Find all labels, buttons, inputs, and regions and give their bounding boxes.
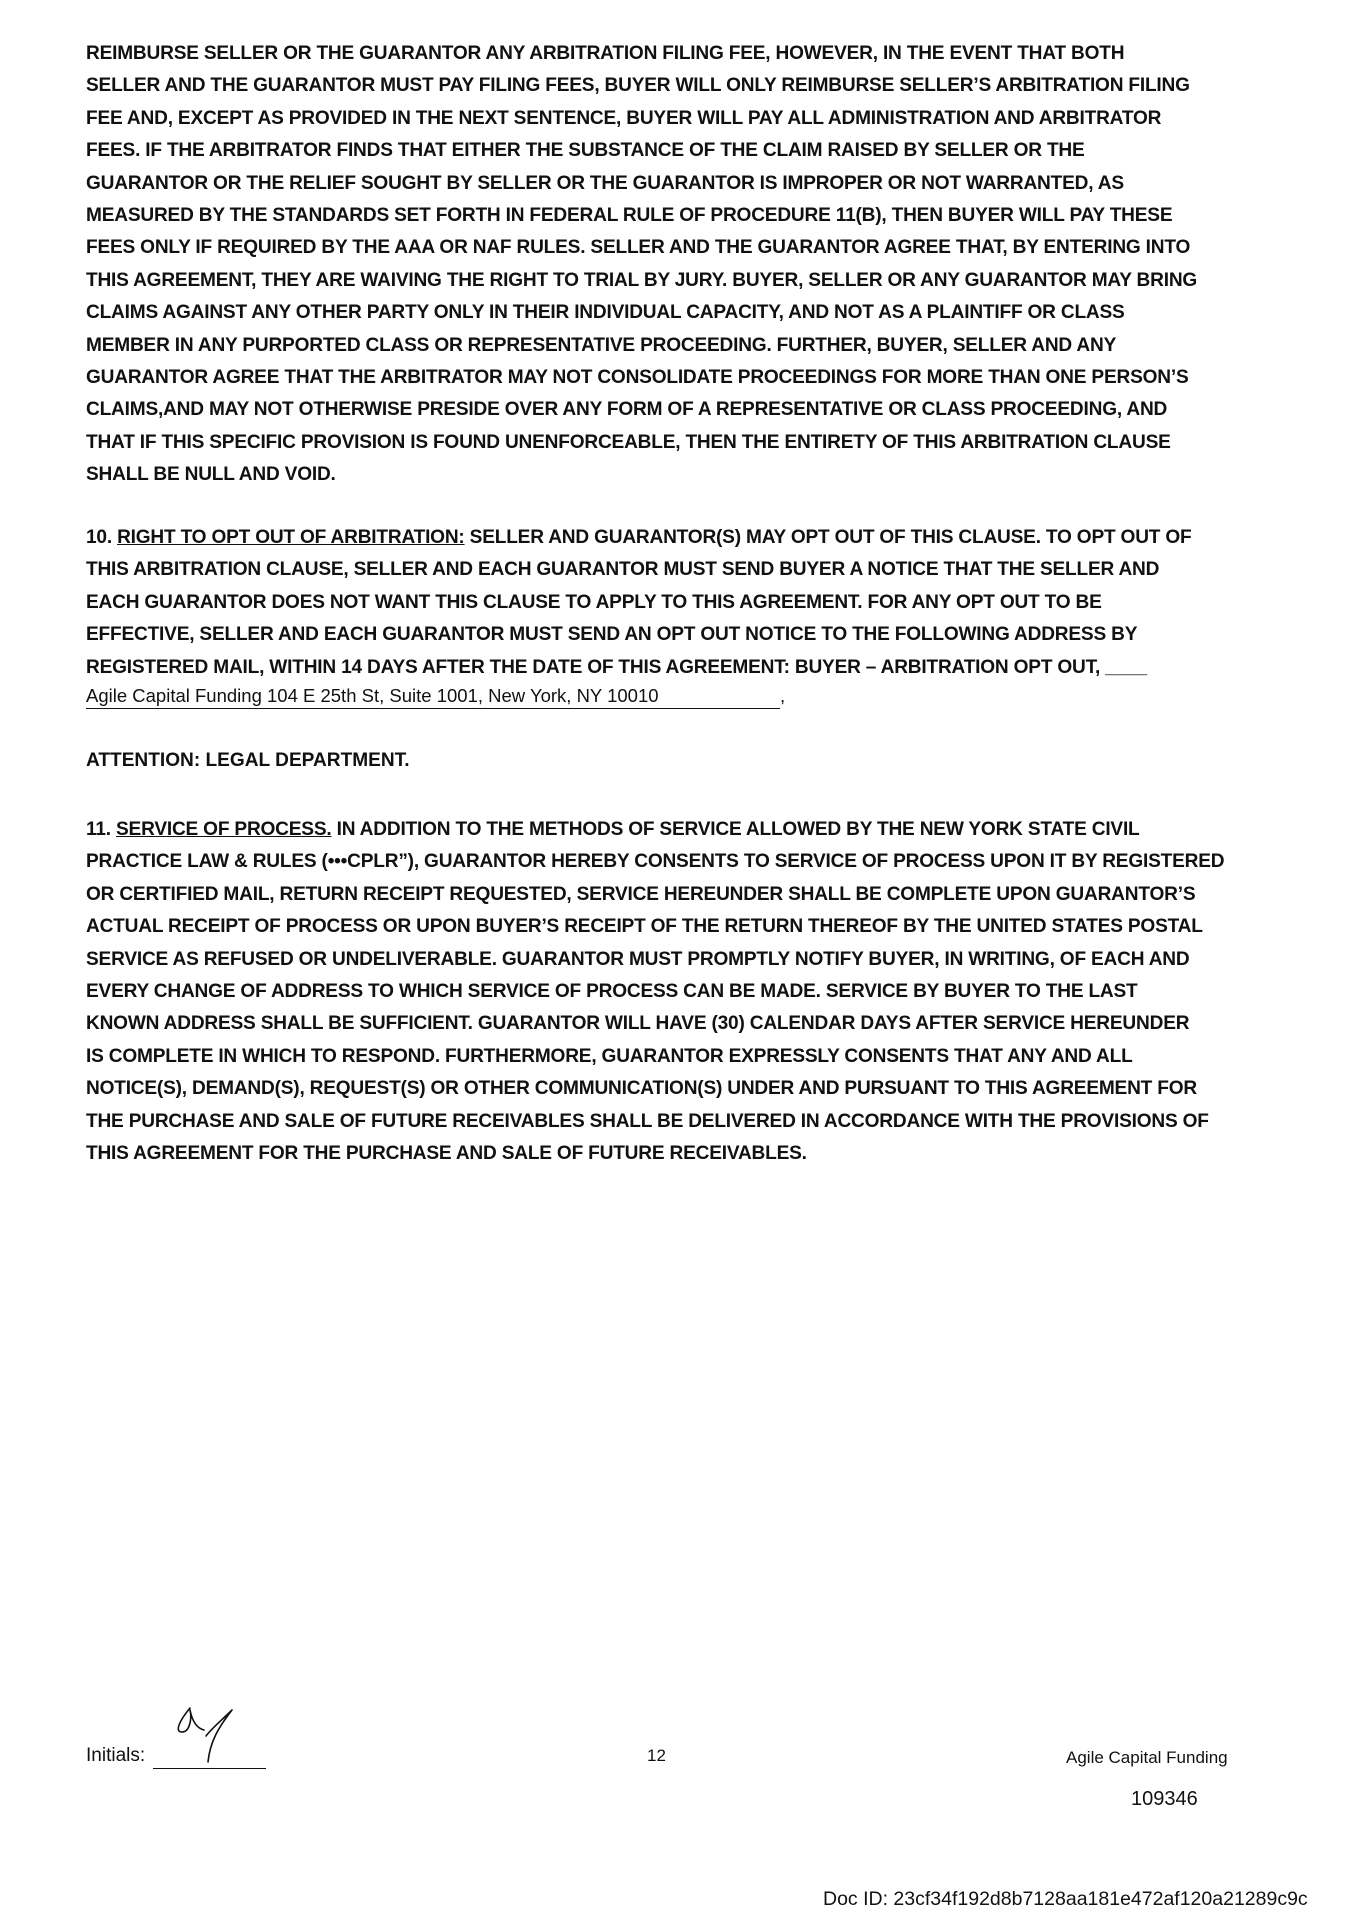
section-10-first-line bbox=[86, 522, 1291, 554]
paragraph-line: FEES. IF THE ARBITRATOR FINDS THAT EITHER THE SUBSTANCE OF THE CLAIM RAISED BY SELLER OR THE bbox=[86, 140, 1085, 162]
opt-out-address-comma: , bbox=[780, 685, 786, 706]
section-10-first-line-text: SELLER AND GUARANTOR(S) MAY OPT OUT OF THIS CLAUSE. TO OPT OUT OF bbox=[464, 527, 1192, 548]
opt-out-address: Agile Capital Funding 104 E 25th St, Suite 1001, New York, NY 10010 bbox=[86, 685, 780, 709]
paragraph-line: IS COMPLETE IN WHICH TO RESPOND. FURTHERMORE, GUARANTOR EXPRESSLY CONSENTS THAT ANY AND ALL bbox=[86, 1045, 1133, 1067]
paragraph-line: ACTUAL RECEIPT OF PROCESS OR UPON BUYER’S RECEIPT OF THE RETURN THEREOF BY THE UNITED STATES POSTAL bbox=[86, 916, 1203, 938]
paragraph-line: THE PURCHASE AND SALE OF FUTURE RECEIVABLES SHALL BE DELIVERED IN ACCORDANCE WITH THE PROVISIONS OF bbox=[86, 1110, 1209, 1132]
paragraph-line: FEES ONLY IF REQUIRED BY THE AAA OR NAF RULES. SELLER AND THE GUARANTOR AGREE THAT, BY ENTERING INTO bbox=[86, 237, 1191, 259]
section-11-number: 11. bbox=[86, 819, 111, 840]
paragraph-line: EVERY CHANGE OF ADDRESS TO WHICH SERVICE OF PROCESS CAN BE MADE. SERVICE BY BUYER TO THE LAST bbox=[86, 981, 1138, 1003]
initials-signature-mark bbox=[168, 1698, 248, 1768]
paragraph-line: SELLER AND THE GUARANTOR MUST PAY FILING FEES, BUYER WILL ONLY REIMBURSE SELLER’S ARBITRATION FILING bbox=[86, 75, 1190, 97]
paragraph-line: OR CERTIFIED MAIL, RETURN RECEIPT REQUESTED, SERVICE HEREUNDER SHALL BE COMPLETE UPON GUARANTOR’S bbox=[86, 883, 1196, 905]
paragraph-line: FEE AND, EXCEPT AS PROVIDED IN THE NEXT SENTENCE, BUYER WILL PAY ALL ADMINISTRATION AND ARBITRATOR bbox=[86, 107, 1162, 129]
document-id: Doc ID: 23cf34f192d8b7128aa181e472af120a21289c9c bbox=[823, 1888, 1308, 1910]
paragraph-line: MEMBER IN ANY PURPORTED CLASS OR REPRESENTATIVE PROCEEDING. FURTHER, BUYER, SELLER AND ANY bbox=[86, 334, 1117, 356]
paragraph-line: EACH GUARANTOR DOES NOT WANT THIS CLAUSE TO APPLY TO THIS AGREEMENT. FOR ANY OPT OUT TO BE bbox=[86, 591, 1102, 613]
paragraph-line: KNOWN ADDRESS SHALL BE SUFFICIENT. GUARANTOR WILL HAVE (30) CALENDAR DAYS AFTER SERVICE HEREUNDER bbox=[86, 1013, 1190, 1035]
paragraph-line: THAT IF THIS SPECIFIC PROVISION IS FOUND UNENFORCEABLE, THEN THE ENTIRETY OF THIS ARBITRATION CLAUSE bbox=[86, 431, 1171, 453]
initials-signature-line bbox=[153, 1768, 266, 1769]
paragraph-line: REGISTERED MAIL, WITHIN 14 DAYS AFTER THE DATE OF THIS AGREEMENT: BUYER – ARBITRATION OPT OUT, ____ bbox=[86, 656, 1147, 678]
section-10-heading: RIGHT TO OPT OUT OF ARBITRATION: bbox=[117, 527, 465, 548]
section-10-opt-out bbox=[86, 522, 1291, 684]
paragraph-line: CLAIMS,AND MAY NOT OTHERWISE PRESIDE OVER ANY FORM OF A REPRESENTATIVE OR CLASS PROCEEDING, AND bbox=[86, 399, 1168, 421]
paragraph-line: SERVICE AS REFUSED OR UNDELIVERABLE. GUARANTOR MUST PROMPTLY NOTIFY BUYER, IN WRITING, OF EACH AND bbox=[86, 948, 1190, 970]
section-11-service-of-process bbox=[86, 814, 1291, 1170]
paragraph-line: GUARANTOR OR THE RELIEF SOUGHT BY SELLER OR THE GUARANTOR IS IMPROPER OR NOT WARRANTED, AS bbox=[86, 172, 1124, 194]
page-number: 12 bbox=[647, 1746, 666, 1765]
paragraph-line: GUARANTOR AGREE THAT THE ARBITRATOR MAY NOT CONSOLIDATE PROCEEDINGS FOR MORE THAN ONE PERSON’S bbox=[86, 367, 1189, 389]
section-11-first-line bbox=[86, 814, 1291, 846]
paragraph-line: THIS AGREEMENT FOR THE PURCHASE AND SALE OF FUTURE RECEIVABLES. bbox=[86, 1143, 807, 1165]
arbitration-continuation-paragraph bbox=[86, 38, 1291, 492]
paragraph-line: THIS AGREEMENT, THEY ARE WAIVING THE RIGHT TO TRIAL BY JURY. BUYER, SELLER OR ANY GUARANTOR MAY BRING bbox=[86, 269, 1198, 291]
attention-line: ATTENTION: LEGAL DEPARTMENT. bbox=[86, 750, 410, 771]
footer-company-name: Agile Capital Funding bbox=[1066, 1748, 1228, 1767]
paragraph-line: PRACTICE LAW & RULES (•••CPLR”), GUARANTOR HEREBY CONSENTS TO SERVICE OF PROCESS UPON IT BY REGISTERED bbox=[86, 851, 1225, 873]
section-11-first-line-text: IN ADDITION TO THE METHODS OF SERVICE ALLOWED BY THE NEW YORK STATE CIVIL bbox=[331, 819, 1140, 840]
paragraph-line: MEASURED BY THE STANDARDS SET FORTH IN FEDERAL RULE OF PROCEDURE 11(B), THEN BUYER WILL PAY THESE bbox=[86, 205, 1173, 227]
footer-reference-number: 109346 bbox=[1131, 1788, 1198, 1810]
paragraph-line: NOTICE(S), DEMAND(S), REQUEST(S) OR OTHER COMMUNICATION(S) UNDER AND PURSUANT TO THIS AGREEMENT FOR bbox=[86, 1078, 1197, 1100]
section-10-number: 10. bbox=[86, 527, 112, 548]
paragraph-line: SHALL BE NULL AND VOID. bbox=[86, 464, 336, 486]
paragraph-line: REIMBURSE SELLER OR THE GUARANTOR ANY ARBITRATION FILING FEE, HOWEVER, IN THE EVENT THAT BOTH bbox=[86, 43, 1125, 64]
paragraph-line: EFFECTIVE, SELLER AND EACH GUARANTOR MUST SEND AN OPT OUT NOTICE TO THE FOLLOWING ADDRESS BY bbox=[86, 624, 1138, 646]
paragraph-line: CLAIMS AGAINST ANY OTHER PARTY ONLY IN THEIR INDIVIDUAL CAPACITY, AND NOT AS A PLAINTIFF OR CLASS bbox=[86, 302, 1125, 324]
initials-label: Initials: bbox=[86, 1745, 146, 1766]
paragraph-line: THIS ARBITRATION CLAUSE, SELLER AND EACH GUARANTOR MUST SEND BUYER A NOTICE THAT THE SELLER AND bbox=[86, 559, 1160, 581]
section-11-heading: SERVICE OF PROCESS. bbox=[116, 819, 332, 840]
